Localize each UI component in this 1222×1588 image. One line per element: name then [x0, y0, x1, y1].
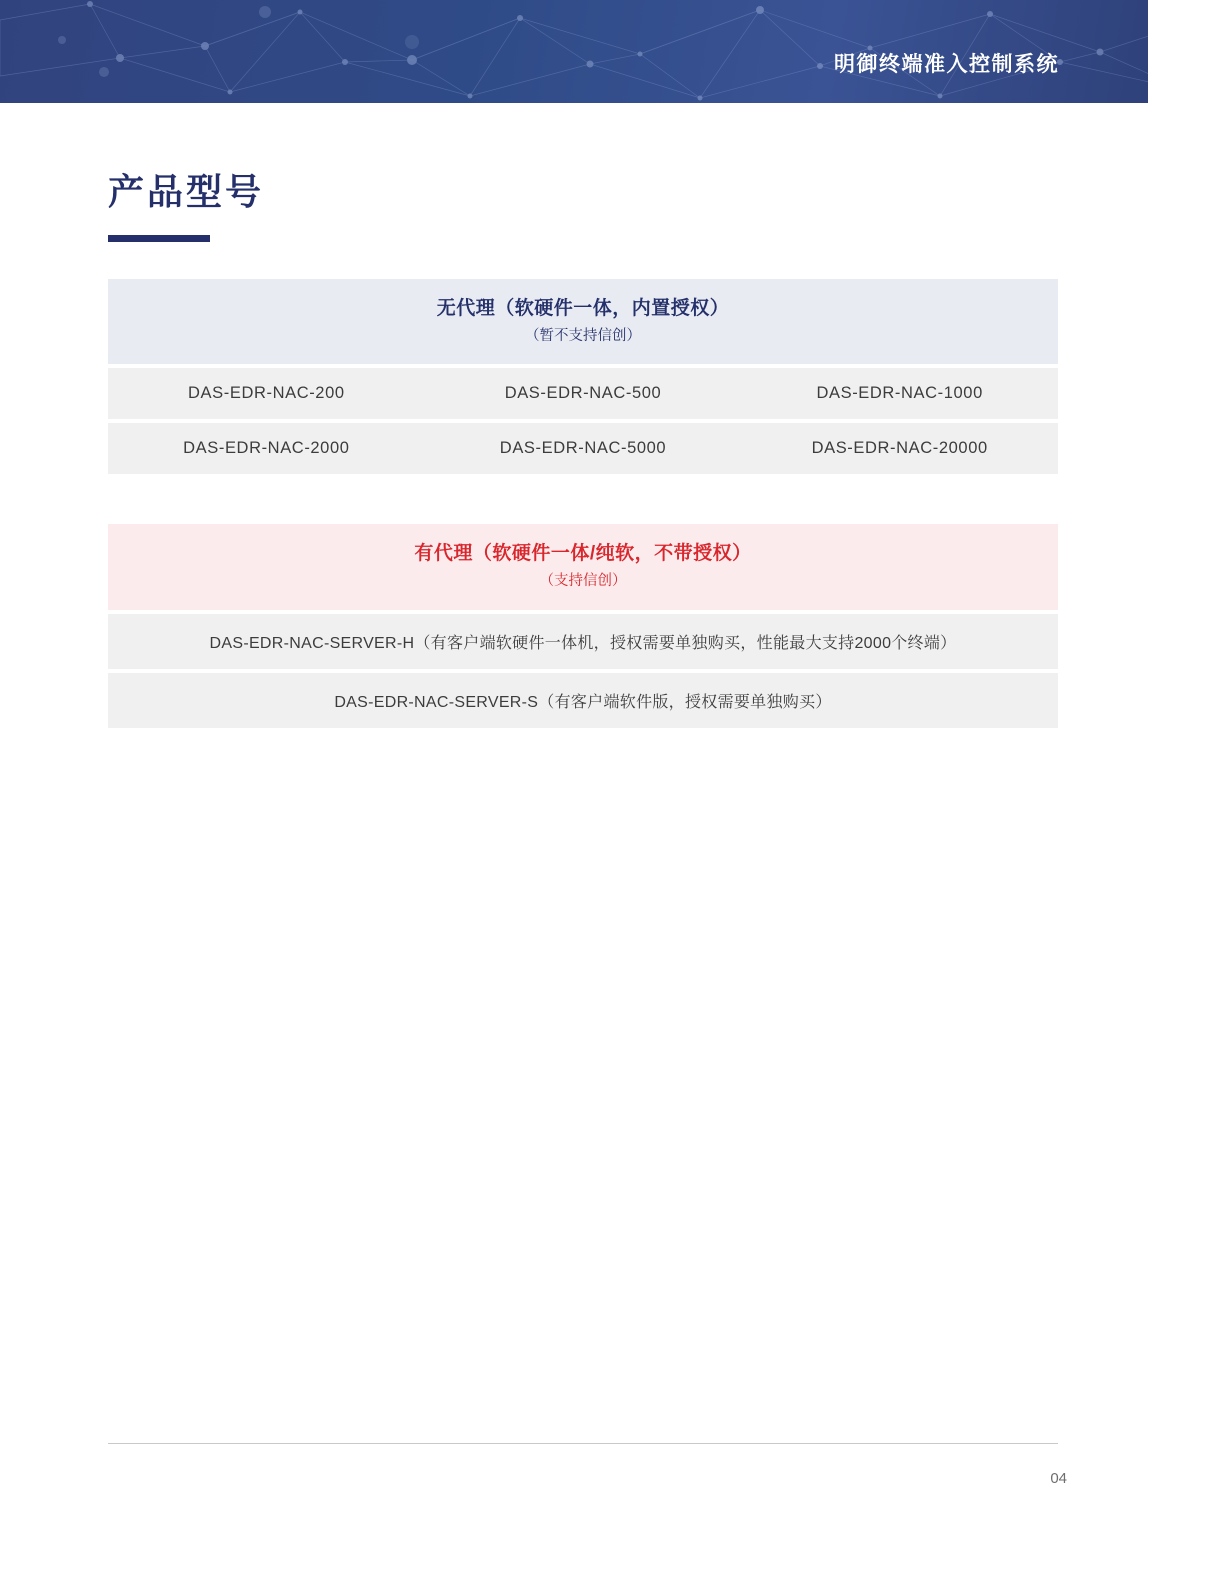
table-row: [108, 673, 1058, 728]
product-model-table-no-agent: [108, 279, 1058, 474]
model-cell: DAS-EDR-NAC-2000: [108, 423, 425, 474]
product-model-table-with-agent: [108, 524, 1058, 727]
table-header-cell: [108, 279, 1058, 364]
header-title: 明御终端准入控制系统: [834, 53, 1059, 76]
page-header: [0, 0, 1185, 103]
table-header-row: [108, 279, 1058, 364]
table-header-cell: [108, 524, 1058, 609]
table-row: [108, 368, 1058, 419]
table-spacer: [108, 474, 1058, 524]
model-cell: DAS-EDR-NAC-SERVER-S（有客户端软件版，授权需要单独购买）: [108, 673, 1058, 728]
title-underline: [108, 235, 210, 242]
page-number: 04: [1050, 1470, 1067, 1487]
page-title: 产品型号: [108, 171, 265, 212]
model-cell: DAS-EDR-NAC-500: [425, 368, 742, 419]
model-cell: DAS-EDR-NAC-20000: [741, 423, 1058, 474]
table-header-row: [108, 524, 1058, 609]
model-cell: DAS-EDR-NAC-1000: [741, 368, 1058, 419]
table-header-sub: （暂不支持信创）: [525, 327, 641, 344]
table-header-sub: （支持信创）: [539, 573, 627, 590]
model-cell: DAS-EDR-NAC-200: [108, 368, 425, 419]
page-content: [108, 170, 1058, 728]
model-cell: DAS-EDR-NAC-5000: [425, 423, 742, 474]
header-right-notch: [1148, 0, 1185, 103]
table-header-main: 无代理（软硬件一体，内置授权）: [436, 298, 730, 320]
table-header-main: 有代理（软硬件一体/纯软，不带授权）: [414, 543, 752, 565]
table-row: [108, 614, 1058, 669]
model-cell: DAS-EDR-NAC-SERVER-H（有客户端软硬件一体机，授权需要单独购买，性能最大支持2000个终端）: [108, 614, 1058, 669]
footer-divider: [108, 1443, 1058, 1444]
table-row: [108, 423, 1058, 474]
